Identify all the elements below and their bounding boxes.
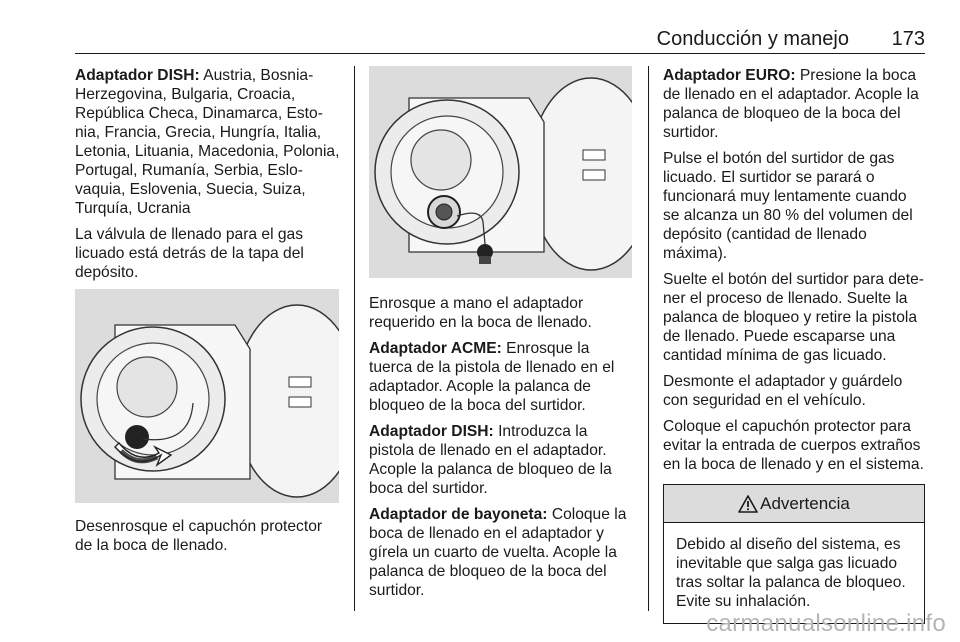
- paragraph-press-button: Pulse el botón del surtidor de gas licuado. El surtidor se parará o funcionará muy lentamente cuando se alcanza un 80 % del volumen del depósito (cantidad de llenado máxima).: [663, 150, 913, 262]
- paragraph-screw-adapter: Enrosque a mano el adaptador requerido en la boca de llenado.: [369, 295, 592, 331]
- column-divider-2: [648, 66, 649, 611]
- watermark: carmanualsonline.info: [706, 610, 946, 637]
- column-1: [75, 66, 341, 562]
- figure-fuel-cap-unscrew: [75, 289, 339, 503]
- section-title: Conducción y manejo: [656, 28, 849, 50]
- paragraph-euro: Adaptador EURO: Presione la boca de llenado en el adaptador. Acople la palanca de bloqueo de la boca del surtidor.: [663, 67, 919, 141]
- paragraph-dish: Adaptador DISH: Introduzca la pistola de llenado en el adaptador. Acople la palanca de bloqueo de la boca del surtidor.: [369, 423, 612, 497]
- column-divider-1: [354, 66, 355, 611]
- figure-adapter-screw-in: [369, 66, 632, 278]
- paragraph-protective-cap: Coloque el capuchón protector para evitar la entrada de cuerpos extraños en la boca de llenado y en el sistema.: [663, 418, 924, 473]
- warning-header: [664, 485, 924, 523]
- warning-title: Advertencia: [760, 494, 850, 513]
- paragraph-acme: Adaptador ACME: Enrosque la tuerca de la pistola de llenado en el adaptador. Acople la palanca de bloqueo de la boca del surtidor.: [369, 340, 615, 414]
- warning-box: [663, 484, 925, 624]
- page-number: 173: [891, 28, 925, 50]
- page-header: [75, 28, 925, 54]
- fuel-door-illustration: [75, 289, 339, 503]
- paragraph-unscrew-cap: Desenrosque el capuchón protector de la boca de llenado.: [75, 518, 323, 554]
- paragraph-release-button: Suelte el botón del surtidor para detener el proceso de llenado. Suelte la palanca de bloqueo y retire la pistola de llenado. Puede escaparse una cantidad mínima de gas licuado.: [663, 271, 924, 364]
- paragraph-valve-location: La válvula de llenado para el gas licuado está detrás de la tapa del depósito.: [75, 226, 304, 281]
- adapter-illustration: [369, 66, 632, 278]
- column-3: [663, 66, 925, 624]
- paragraph-bayonet: Adaptador de bayoneta: Coloque la boca de llenado en el adaptador y gírela un cuarto de vuelta. Acople la palanca de bloqueo de la boca del surtidor.: [369, 506, 627, 599]
- warning-body: Debido al diseño del sistema, es inevitable que salga gas licuado tras soltar la palanca de bloqueo. Evite su inhalación.: [676, 536, 906, 610]
- paragraph-dish-countries: Adaptador DISH: Austria, Bosnia-Herzegovina, Bulgaria, Croacia, República Checa, Dinamarca, Estonia, Francia, Grecia, Hungría, Italia, Letonia, Lituania, Macedonia, Polonia, Portugal, Rumanía, Serbia, Eslovaquia, Eslovenia, Suecia, Suiza, Turquía, Ucrania: [75, 67, 340, 217]
- paragraph-remove-adapter: Desmonte el adaptador y guárdelo con seguridad en el vehículo.: [663, 373, 903, 409]
- warning-triangle-icon: [738, 495, 758, 513]
- column-2: [369, 66, 633, 607]
